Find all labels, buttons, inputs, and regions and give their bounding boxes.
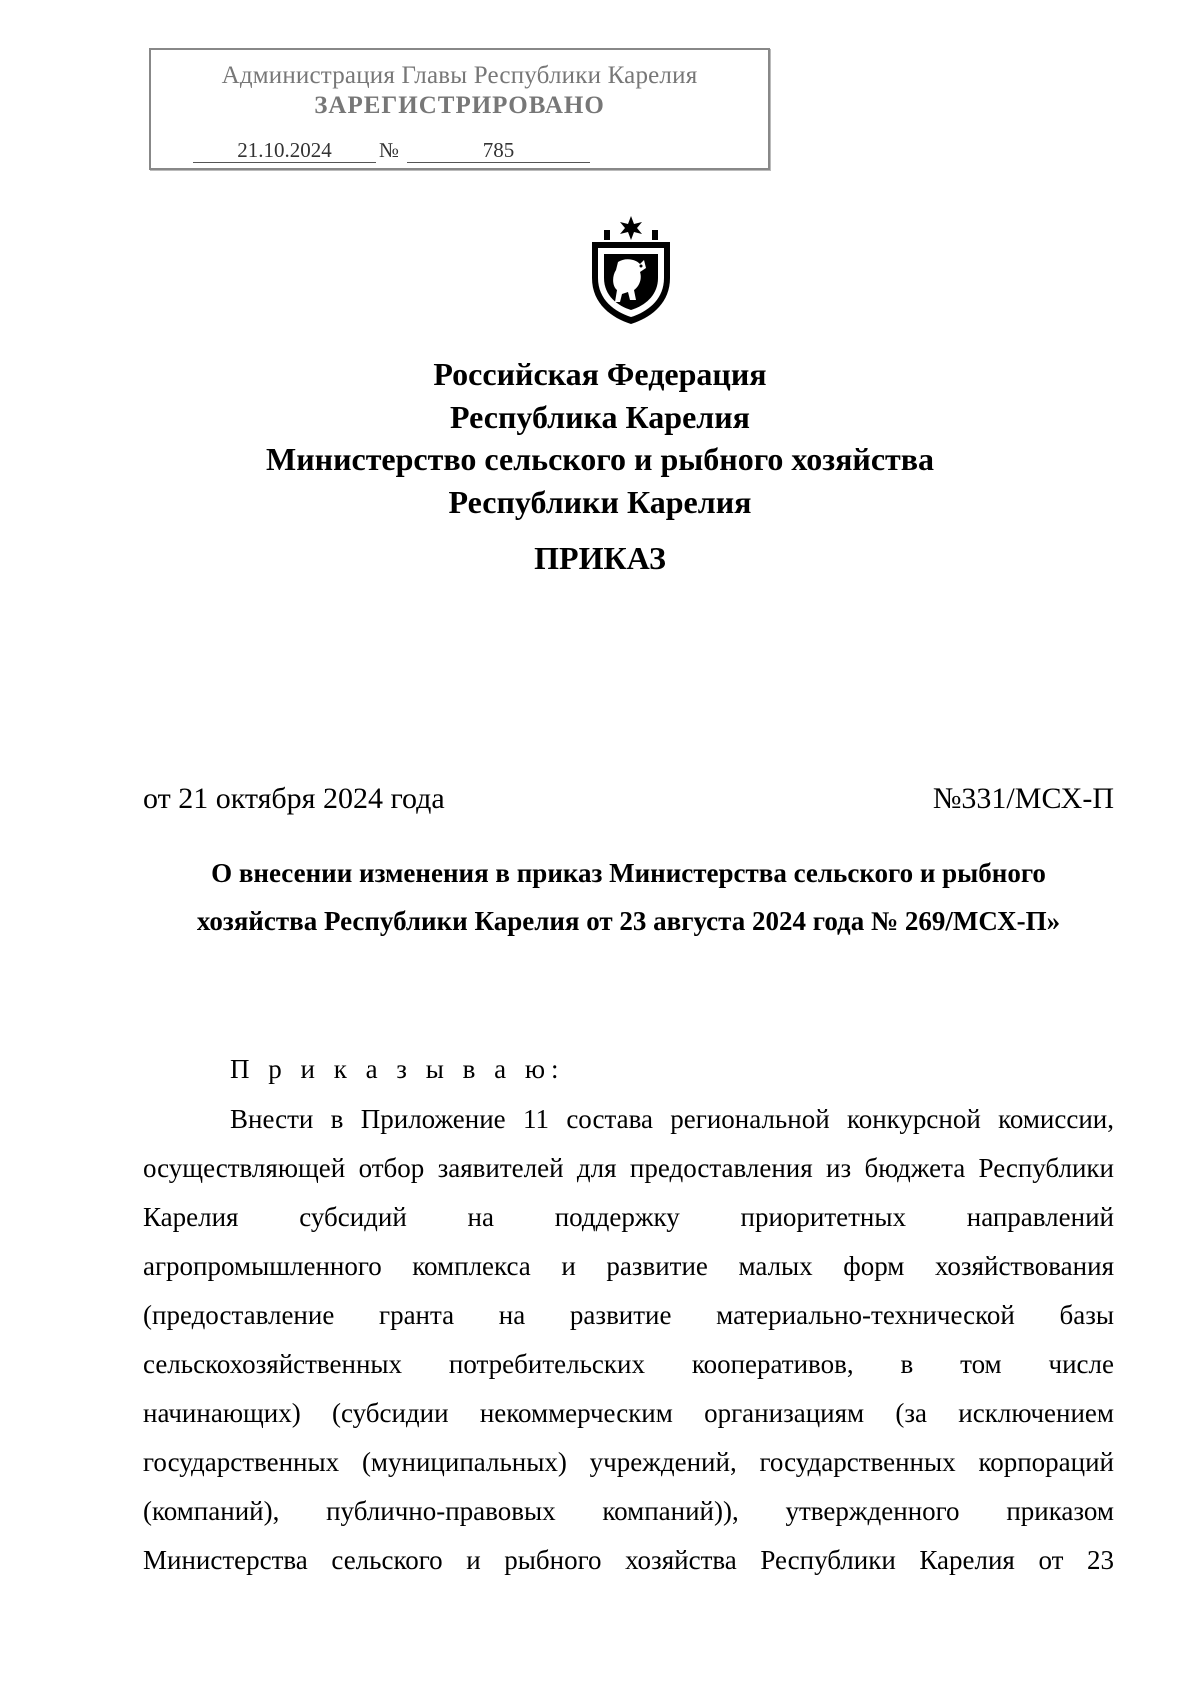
stamp-status: ЗАРЕГИСТРИРОВАНО bbox=[314, 92, 605, 119]
header-country: Российская Федерация bbox=[433, 356, 767, 392]
header-ministry-republic: Республики Карелия bbox=[448, 484, 752, 520]
order-date: от 21 октября 2024 года bbox=[143, 782, 445, 815]
body-line: сельскохозяйственных потребительских кооперативов, в том числе bbox=[143, 1349, 1114, 1379]
coat-of-arms-icon bbox=[584, 214, 678, 326]
stamp-date: 21.10.2024 bbox=[193, 138, 376, 163]
body-line: осуществляющей отбор заявителей для предоставления из бюджета Республики bbox=[143, 1153, 1114, 1183]
registration-stamp bbox=[149, 48, 770, 170]
document-type: ПРИКАЗ bbox=[534, 540, 666, 576]
order-command: П р и к а з ы в а ю: bbox=[230, 1054, 565, 1084]
body-line: Министерства сельского и рыбного хозяйства Республики Карелия от 23 bbox=[143, 1545, 1114, 1575]
stamp-number: 785 bbox=[407, 138, 590, 163]
body-line: (предоставление гранта на развитие материально-технической базы bbox=[143, 1300, 1114, 1330]
body-line: (компаний), публично-правовых компаний)), утвержденного приказом bbox=[143, 1496, 1114, 1526]
body-line: государственных (муниципальных) учреждений, государственных корпораций bbox=[143, 1447, 1114, 1477]
body-line: агропромышленного комплекса и развитие малых форм хозяйствования bbox=[143, 1251, 1114, 1281]
header-republic: Республика Карелия bbox=[450, 399, 750, 435]
subject-line-2: хозяйства Республики Карелия от 23 августа 2024 года № 269/МСХ-П» bbox=[196, 906, 1061, 936]
subject-line-1: О внесении изменения в приказ Министерства сельского и рыбного bbox=[211, 858, 1046, 888]
header-ministry: Министерство сельского и рыбного хозяйства bbox=[265, 441, 935, 477]
stamp-number-label: № bbox=[379, 138, 400, 162]
order-number: №331/МСХ-П bbox=[932, 782, 1114, 815]
body-line: начинающих) (субсидии некоммерческим организациям (за исключением bbox=[143, 1398, 1114, 1428]
body-line: Внести в Приложение 11 состава региональной конкурсной комиссии, bbox=[230, 1104, 1114, 1134]
stamp-organization: Администрация Главы Республики Карелия bbox=[221, 62, 698, 89]
stamp-registration-line bbox=[193, 138, 748, 164]
body-line: Карелия субсидий на поддержку приоритетных направлений bbox=[143, 1202, 1114, 1232]
